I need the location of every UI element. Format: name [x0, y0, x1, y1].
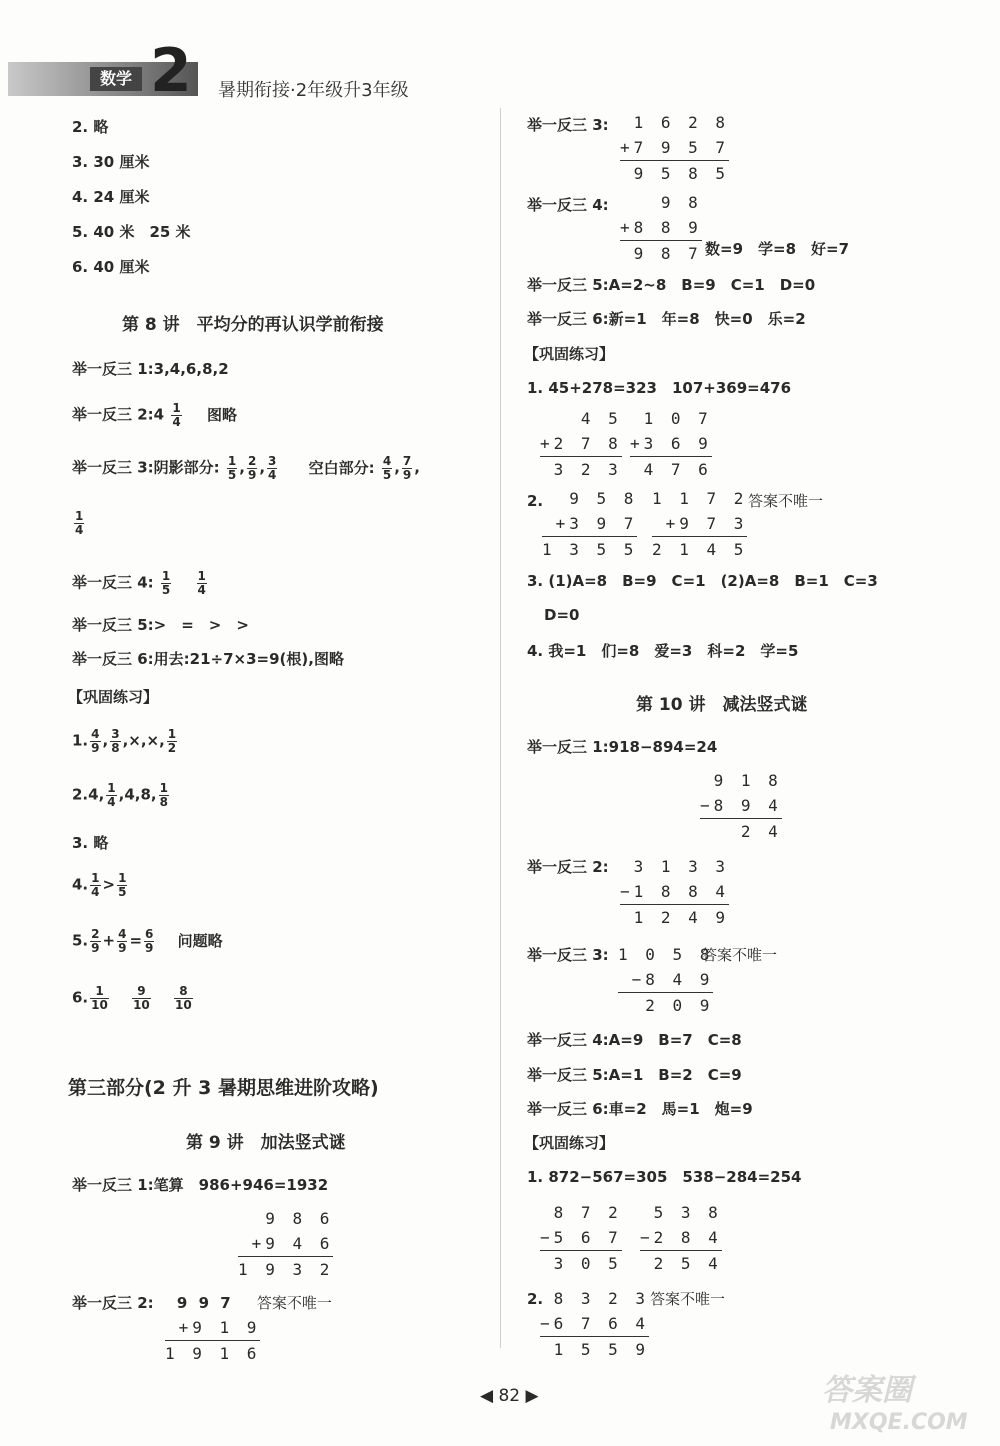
practice-answer: 3. (1)A=8 B=9 C=1 (2)A=8 B=1 C=3 — [527, 572, 878, 590]
watermark-logo: 答案圈 — [822, 1373, 912, 1408]
vertical-addition: +9 1 9 1 9 1 6 — [165, 1318, 261, 1363]
column-divider — [500, 108, 501, 1348]
vertical-addition: 1 1 7 2 +9 7 3 2 1 4 5 — [652, 489, 748, 559]
vertical-subtraction: 1 0 5 8 −8 4 9 2 0 9 — [618, 945, 714, 1015]
vertical-addition: 1 0 7 +3 6 9 4 7 6 — [630, 409, 712, 479]
example-answer: 举一反三 5:A=1 B=2 C=9 — [527, 1066, 742, 1084]
vertical-subtraction: 3 1 3 3 −1 8 8 4 1 2 4 9 — [620, 857, 730, 927]
consolidate-heading: 【巩固练习】 — [68, 688, 159, 706]
answer-line: 6. 40 厘米 — [72, 258, 150, 276]
vertical-addition: 1 6 2 8 +7 9 5 7 9 5 8 5 — [620, 113, 730, 183]
example-answer: 举一反三 5:A=2~8 B=9 C=1 D=0 — [527, 276, 816, 294]
answer-line: 2. 略 — [72, 118, 109, 136]
book-title: 暑期衔接·2年级升3年级 — [218, 80, 409, 101]
answer-line: 3. 30 厘米 — [72, 153, 150, 171]
vertical-subtraction: 5 3 8 −2 8 4 2 5 4 — [640, 1203, 722, 1273]
practice-answer: 4. $\frac{1}{4}$ > $\frac{1}{5}$ — [72, 871, 127, 899]
practice-answer: 2.4, $\frac{1}{4}$ ,4,8, $\frac{1}{8}$ — [72, 781, 168, 809]
fraction-continued: $\frac{1}{4}$ — [75, 509, 84, 537]
example-answer: 举一反三 4: $\frac{1}{5}$ $\frac{1}{4}$ — [72, 569, 206, 597]
watermark-site: MXQE.COM — [830, 1410, 968, 1435]
practice-answer: D=0 — [544, 606, 580, 624]
fraction: $\frac{1}{4}$ — [172, 401, 181, 429]
practice-answer: 2. — [527, 492, 544, 510]
example-answer: 举一反三 3: — [527, 116, 609, 134]
subject-label: 数学 — [90, 67, 142, 91]
example-answer: 举一反三 1:918−894=24 — [527, 738, 718, 756]
example-answer: 举一反三 3:阴影部分: $\frac{1}{5}$ , $\frac{2}{9}$ , $\frac{3}{4}$ 空白部分: $\frac{4}{5}$ , $\frac{7}{9}$ , — [72, 454, 420, 482]
consolidate-heading: 【巩固练习】 — [524, 1134, 615, 1152]
example-answer: 举一反三 2: — [527, 858, 609, 876]
practice-answer: 1. 872−567=305 538−284=254 — [527, 1168, 802, 1186]
lecture-8-heading: 第 8 讲 平均分的再认识学前衔接 — [122, 315, 384, 335]
answer-note: 答案不唯一 — [702, 946, 778, 964]
example-answer: 举一反三 4:A=9 B=7 C=8 — [527, 1031, 742, 1049]
consolidate-heading: 【巩固练习】 — [524, 345, 615, 363]
example-answer: 举一反三 5:> = > > — [72, 616, 249, 634]
lecture-10-heading: 第 10 讲 减法竖式谜 — [636, 695, 808, 715]
vertical-subtraction: 9 1 8 −8 9 4 2 4 — [700, 771, 782, 841]
example-answer: 举一反三 4: — [527, 196, 609, 214]
page-number: ◀ 82 ▶ — [480, 1386, 539, 1406]
example-answer: 举一反三 2: 9 9 7 答案不唯一 — [72, 1294, 332, 1312]
example-answer: 举一反三 2:4 $\frac{1}{4}$ 图略 — [72, 401, 237, 429]
vertical-subtraction: 8 7 2 −5 6 7 3 0 5 — [540, 1203, 622, 1273]
answer-line: 4. 24 厘米 — [72, 188, 150, 206]
example-answer: 举一反三 1:3,4,6,8,2 — [72, 360, 229, 378]
grade-number: 2 — [150, 36, 192, 106]
answer-line: 5. 40 米 25 米 — [72, 223, 191, 241]
vertical-addition: 4 5 +2 7 8 3 2 3 — [540, 409, 622, 479]
example-answer: 举一反三 6:新=1 年=8 快=0 乐=2 — [527, 310, 806, 328]
practice-answer: 5. $\frac{2}{9}$ + $\frac{4}{9}$ = $\frac{6}{9}$ 问题略 — [72, 927, 223, 955]
example-answer: 举一反三 6:車=2 馬=1 炮=9 — [527, 1100, 753, 1118]
practice-answer: 1. $\frac{4}{9}$ , $\frac{3}{8}$ ,×,×, $\frac{1}{2}$ — [72, 727, 177, 755]
practice-answer: 1. 45+278=323 107+369=476 — [527, 379, 792, 397]
lecture-9-heading: 第 9 讲 加法竖式谜 — [186, 1133, 346, 1153]
example-answer: 举一反三 3: — [527, 946, 609, 964]
answer-note: 数=9 学=8 好=7 — [705, 240, 850, 258]
answer-note: 答案不唯一 — [748, 492, 824, 510]
part-3-heading: 第三部分(2 升 3 暑期思维进阶攻略) — [68, 1077, 379, 1099]
vertical-addition: 9 5 8 +3 9 7 1 3 5 5 — [542, 489, 638, 559]
answer-note: 答案不唯一 — [650, 1290, 726, 1308]
example-answer: 举一反三 1:笔算 986+946=1932 — [72, 1176, 329, 1194]
practice-answer: 6. $\frac{1}{10}$ $\frac{9}{10}$ $\frac{8}{10}$ — [72, 984, 192, 1012]
example-answer: 举一反三 6:用去:21÷7×3=9(根),图略 — [72, 650, 344, 668]
practice-answer: 4. 我=1 们=8 爱=3 科=2 学=5 — [527, 642, 799, 660]
vertical-subtraction: 8 3 2 3 −6 7 6 4 1 5 5 9 — [540, 1289, 650, 1359]
practice-answer: 2. — [527, 1290, 544, 1308]
vertical-addition: 9 8 +8 8 9 9 8 7 — [620, 193, 702, 263]
vertical-addition: 9 8 6 +9 4 6 1 9 3 2 — [238, 1209, 334, 1279]
practice-answer: 3. 略 — [72, 834, 109, 852]
